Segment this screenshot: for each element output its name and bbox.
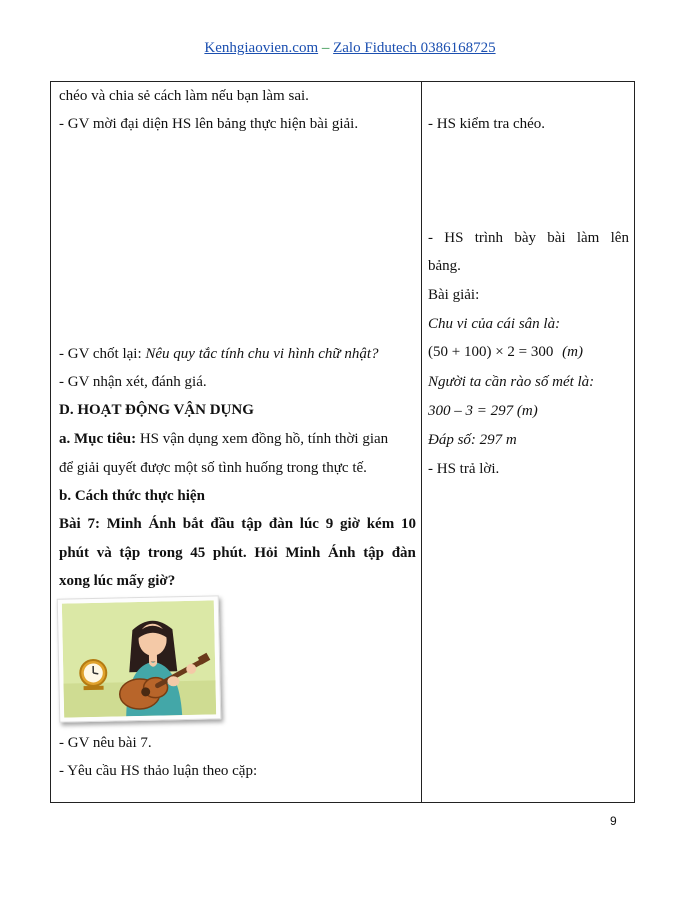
- fence-calculation: 300 – 3 = 297 (m): [428, 403, 538, 419]
- word: làm: [576, 230, 600, 246]
- header-separator: –: [318, 40, 334, 56]
- page-header: [0, 40, 700, 57]
- word: phút: [59, 545, 90, 561]
- word: HS: [444, 230, 464, 246]
- word: Ánh: [148, 516, 176, 532]
- left-line-4: - GV nhận xét, đánh giá.: [59, 374, 207, 390]
- word: bài: [547, 230, 566, 246]
- goal-line-1: [59, 429, 388, 449]
- goal-line-2: để giải quyết được một số tình huống trong thực tế.: [59, 460, 367, 476]
- word: 10: [400, 516, 416, 532]
- word: lên: [610, 230, 629, 246]
- word: 7:: [87, 516, 100, 532]
- word: tập: [363, 545, 385, 561]
- word: và: [96, 545, 112, 561]
- word: đàn: [391, 545, 416, 561]
- section-heading: D. HOẠT ĐỘNG VẬN DỤNG: [59, 402, 254, 418]
- perimeter-expression: [428, 342, 583, 362]
- word: đàn: [268, 516, 294, 532]
- right-line-2: [428, 228, 629, 248]
- exercise-line-2: [59, 543, 416, 563]
- expression-unit: (m): [562, 344, 583, 360]
- word: trong: [147, 545, 183, 561]
- answer: Đáp số: 297 m: [428, 432, 517, 448]
- left-line-1: chéo và chia sẻ cách làm nếu bạn làm sai.: [59, 88, 309, 104]
- word: Minh: [106, 516, 142, 532]
- exercise-line-3: xong lúc mấy giờ?: [59, 573, 176, 589]
- word: 9: [325, 516, 334, 532]
- left-after-1: - GV nêu bài 7.: [59, 735, 152, 751]
- word: Minh: [285, 545, 321, 561]
- method-heading: b. Cách thức thực hiện: [59, 488, 205, 504]
- summary-question: Nêu quy tắc tính chu vi hình chữ nhật?: [145, 346, 379, 362]
- fence-heading: Người ta cần rào số mét là:: [428, 374, 595, 390]
- site-link[interactable]: Kenhgiaovien.com: [204, 40, 319, 56]
- goal-text-1: HS vận dụng xem đồng hồ, tính thời gian: [136, 431, 389, 447]
- right-line-1: - HS kiểm tra chéo.: [428, 116, 546, 132]
- illustration-svg: [62, 600, 216, 717]
- word: lúc: [299, 516, 319, 532]
- word: Bài: [59, 516, 81, 532]
- word: trình: [474, 230, 504, 246]
- page-number: 9: [610, 814, 617, 828]
- perimeter-heading: Chu vi của cái sân là:: [428, 316, 561, 332]
- left-line-3: [59, 344, 379, 364]
- goal-label: a. Mục tiêu:: [59, 431, 137, 447]
- word: đầu: [210, 516, 235, 532]
- word: -: [428, 230, 433, 246]
- word: 45: [190, 545, 206, 561]
- word: giờ: [339, 516, 360, 532]
- word: phút.: [212, 545, 247, 561]
- right-line-2b: bảng.: [428, 258, 461, 274]
- lesson-table: [50, 81, 635, 803]
- left-line-2: - GV mời đại diện HS lên bảng thực hiện bài giải.: [59, 116, 359, 132]
- right-line-last: - HS trả lời.: [428, 461, 500, 477]
- girl-playing-guitar-illustration: [57, 595, 222, 722]
- summary-prefix: - GV chốt lại:: [59, 346, 146, 362]
- contact-link[interactable]: Zalo Fidutech 0386168725: [333, 40, 496, 56]
- column-divider: [421, 82, 422, 802]
- word: kém: [366, 516, 395, 532]
- word: bày: [514, 230, 536, 246]
- word: bắt: [182, 516, 204, 532]
- left-after-2: - Yêu cầu HS thảo luận theo cặp:: [59, 763, 258, 779]
- word: Ánh: [328, 545, 356, 561]
- solution-label: Bài giải:: [428, 287, 480, 303]
- word: tập: [241, 516, 263, 532]
- word: Hỏi: [254, 545, 278, 561]
- exercise-line-1: [59, 514, 416, 534]
- word: tập: [119, 545, 141, 561]
- expression: (50 + 100) × 2 = 300: [428, 344, 554, 360]
